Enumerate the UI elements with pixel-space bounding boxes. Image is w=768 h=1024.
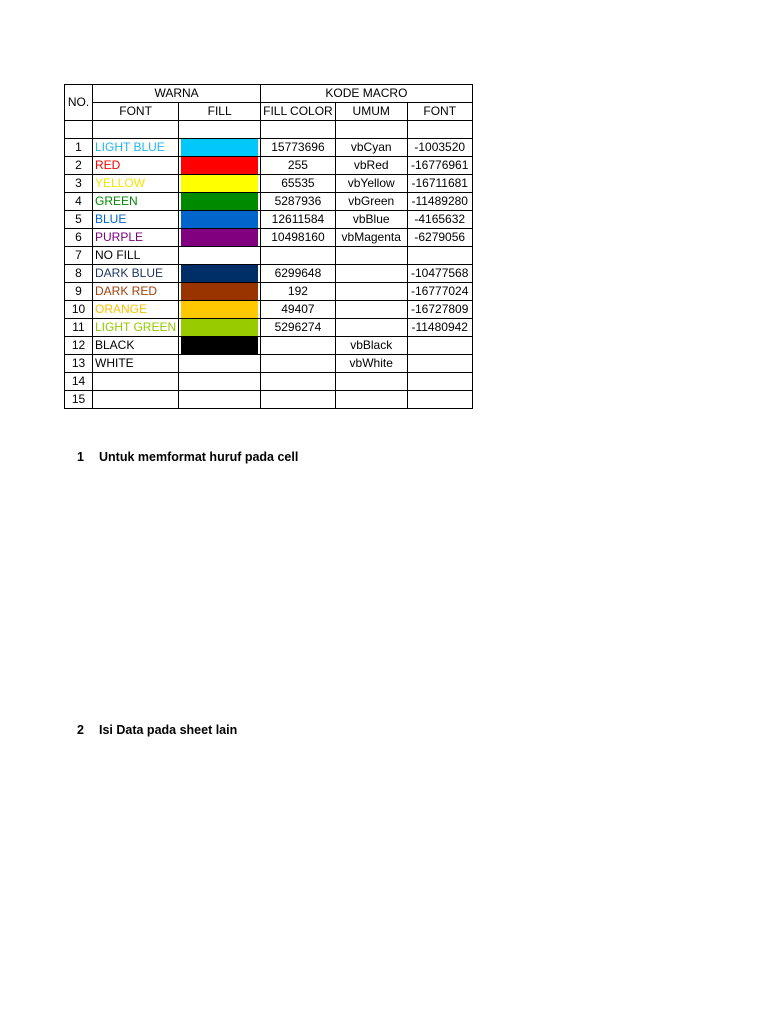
row-number: 15 — [65, 391, 93, 409]
umum-code — [335, 391, 407, 409]
fill-swatch — [179, 247, 261, 265]
header-fill: FILL — [179, 103, 261, 121]
table-row — [65, 373, 473, 391]
fill-color-code: 255 — [261, 157, 336, 175]
umum-code: vbBlue — [335, 211, 407, 229]
header-warna: WARNA — [93, 85, 261, 103]
note-1-number: 1 — [77, 450, 84, 464]
row-number: 8 — [65, 265, 93, 283]
fill-color-code — [261, 355, 336, 373]
font-code — [407, 337, 472, 355]
table-row — [65, 301, 473, 319]
table-row — [65, 265, 473, 283]
color-code-table — [64, 84, 473, 409]
font-color-name: LIGHT BLUE — [93, 139, 179, 157]
font-color-name — [93, 373, 179, 391]
table-row — [65, 283, 473, 301]
font-color-name: ORANGE — [93, 301, 179, 319]
fill-swatch — [179, 193, 261, 211]
color-swatch — [181, 319, 258, 336]
fill-swatch — [179, 283, 261, 301]
fill-swatch — [179, 391, 261, 409]
fill-color-code: 6299648 — [261, 265, 336, 283]
header-no: NO. — [65, 85, 93, 121]
umum-code: vbWhite — [335, 355, 407, 373]
font-color-name: YELLOW — [93, 175, 179, 193]
font-code — [407, 355, 472, 373]
fill-swatch — [179, 319, 261, 337]
table-row — [65, 229, 473, 247]
font-code: -16727809 — [407, 301, 472, 319]
header-kode-macro: KODE MACRO — [261, 85, 473, 103]
umum-code: vbMagenta — [335, 229, 407, 247]
font-color-name: DARK RED — [93, 283, 179, 301]
table-row — [65, 319, 473, 337]
font-code: -4165632 — [407, 211, 472, 229]
fill-color-code: 15773696 — [261, 139, 336, 157]
font-code: -16776961 — [407, 157, 472, 175]
fill-swatch — [179, 175, 261, 193]
fill-color-code — [261, 337, 336, 355]
umum-code — [335, 319, 407, 337]
fill-color-code: 12611584 — [261, 211, 336, 229]
color-swatch — [181, 157, 258, 174]
table-row — [65, 247, 473, 265]
font-color-name: GREEN — [93, 193, 179, 211]
font-code: -6279056 — [407, 229, 472, 247]
color-swatch — [181, 229, 258, 246]
fill-swatch — [179, 211, 261, 229]
fill-color-code: 49407 — [261, 301, 336, 319]
font-code — [407, 373, 472, 391]
table-row — [65, 157, 473, 175]
font-code: -10477568 — [407, 265, 472, 283]
row-number: 11 — [65, 319, 93, 337]
table-row — [65, 175, 473, 193]
fill-swatch — [179, 337, 261, 355]
fill-color-code: 10498160 — [261, 229, 336, 247]
header-umum: UMUM — [335, 103, 407, 121]
umum-code: vbBlack — [335, 337, 407, 355]
fill-swatch — [179, 301, 261, 319]
row-number: 6 — [65, 229, 93, 247]
row-number: 14 — [65, 373, 93, 391]
table-row — [65, 193, 473, 211]
umum-code: vbYellow — [335, 175, 407, 193]
color-swatch — [181, 301, 258, 318]
font-code — [407, 247, 472, 265]
umum-code — [335, 301, 407, 319]
fill-color-code — [261, 391, 336, 409]
font-code: -16711681 — [407, 175, 472, 193]
fill-swatch — [179, 157, 261, 175]
fill-color-code — [261, 373, 336, 391]
note-2-text: Isi Data pada sheet lain — [99, 723, 238, 737]
umum-code: vbCyan — [335, 139, 407, 157]
fill-color-code — [261, 247, 336, 265]
row-number: 10 — [65, 301, 93, 319]
font-color-name: BLUE — [93, 211, 179, 229]
table-row — [65, 337, 473, 355]
row-number: 12 — [65, 337, 93, 355]
header-font-code: FONT — [407, 103, 472, 121]
umum-code — [335, 265, 407, 283]
row-number: 3 — [65, 175, 93, 193]
umum-code — [335, 247, 407, 265]
header-fill-color: FILL COLOR — [261, 103, 336, 121]
font-color-name: PURPLE — [93, 229, 179, 247]
row-number: 7 — [65, 247, 93, 265]
row-number: 5 — [65, 211, 93, 229]
fill-swatch — [179, 265, 261, 283]
font-code: -11480942 — [407, 319, 472, 337]
row-number: 1 — [65, 139, 93, 157]
font-color-name: LIGHT GREEN — [93, 319, 179, 337]
font-code: -1003520 — [407, 139, 472, 157]
color-swatch — [181, 139, 258, 156]
font-code: -16777024 — [407, 283, 472, 301]
table-row — [65, 355, 473, 373]
color-swatch — [181, 193, 258, 210]
font-color-name: WHITE — [93, 355, 179, 373]
fill-color-code: 65535 — [261, 175, 336, 193]
blank-row — [65, 121, 473, 139]
table-row — [65, 391, 473, 409]
table-row — [65, 139, 473, 157]
font-color-name: DARK BLUE — [93, 265, 179, 283]
color-swatch — [181, 337, 258, 354]
note-2-number: 2 — [77, 723, 84, 737]
row-number: 13 — [65, 355, 93, 373]
umum-code — [335, 283, 407, 301]
row-number: 2 — [65, 157, 93, 175]
row-number: 9 — [65, 283, 93, 301]
fill-color-code: 5287936 — [261, 193, 336, 211]
font-color-name: BLACK — [93, 337, 179, 355]
color-swatch — [181, 265, 258, 282]
fill-color-code: 192 — [261, 283, 336, 301]
fill-swatch — [179, 373, 261, 391]
color-swatch — [181, 211, 258, 228]
table-row — [65, 211, 473, 229]
row-number: 4 — [65, 193, 93, 211]
fill-swatch — [179, 229, 261, 247]
font-color-name: RED — [93, 157, 179, 175]
note-1-text: Untuk memformat huruf pada cell — [99, 450, 299, 464]
color-swatch — [181, 283, 258, 300]
header-font: FONT — [93, 103, 179, 121]
fill-swatch — [179, 355, 261, 373]
fill-swatch — [179, 139, 261, 157]
fill-color-code: 5296274 — [261, 319, 336, 337]
color-swatch — [181, 175, 258, 192]
font-color-name: NO FILL — [93, 247, 179, 265]
umum-code: vbGreen — [335, 193, 407, 211]
font-code — [407, 391, 472, 409]
umum-code: vbRed — [335, 157, 407, 175]
font-code: -11489280 — [407, 193, 472, 211]
font-color-name — [93, 391, 179, 409]
umum-code — [335, 373, 407, 391]
